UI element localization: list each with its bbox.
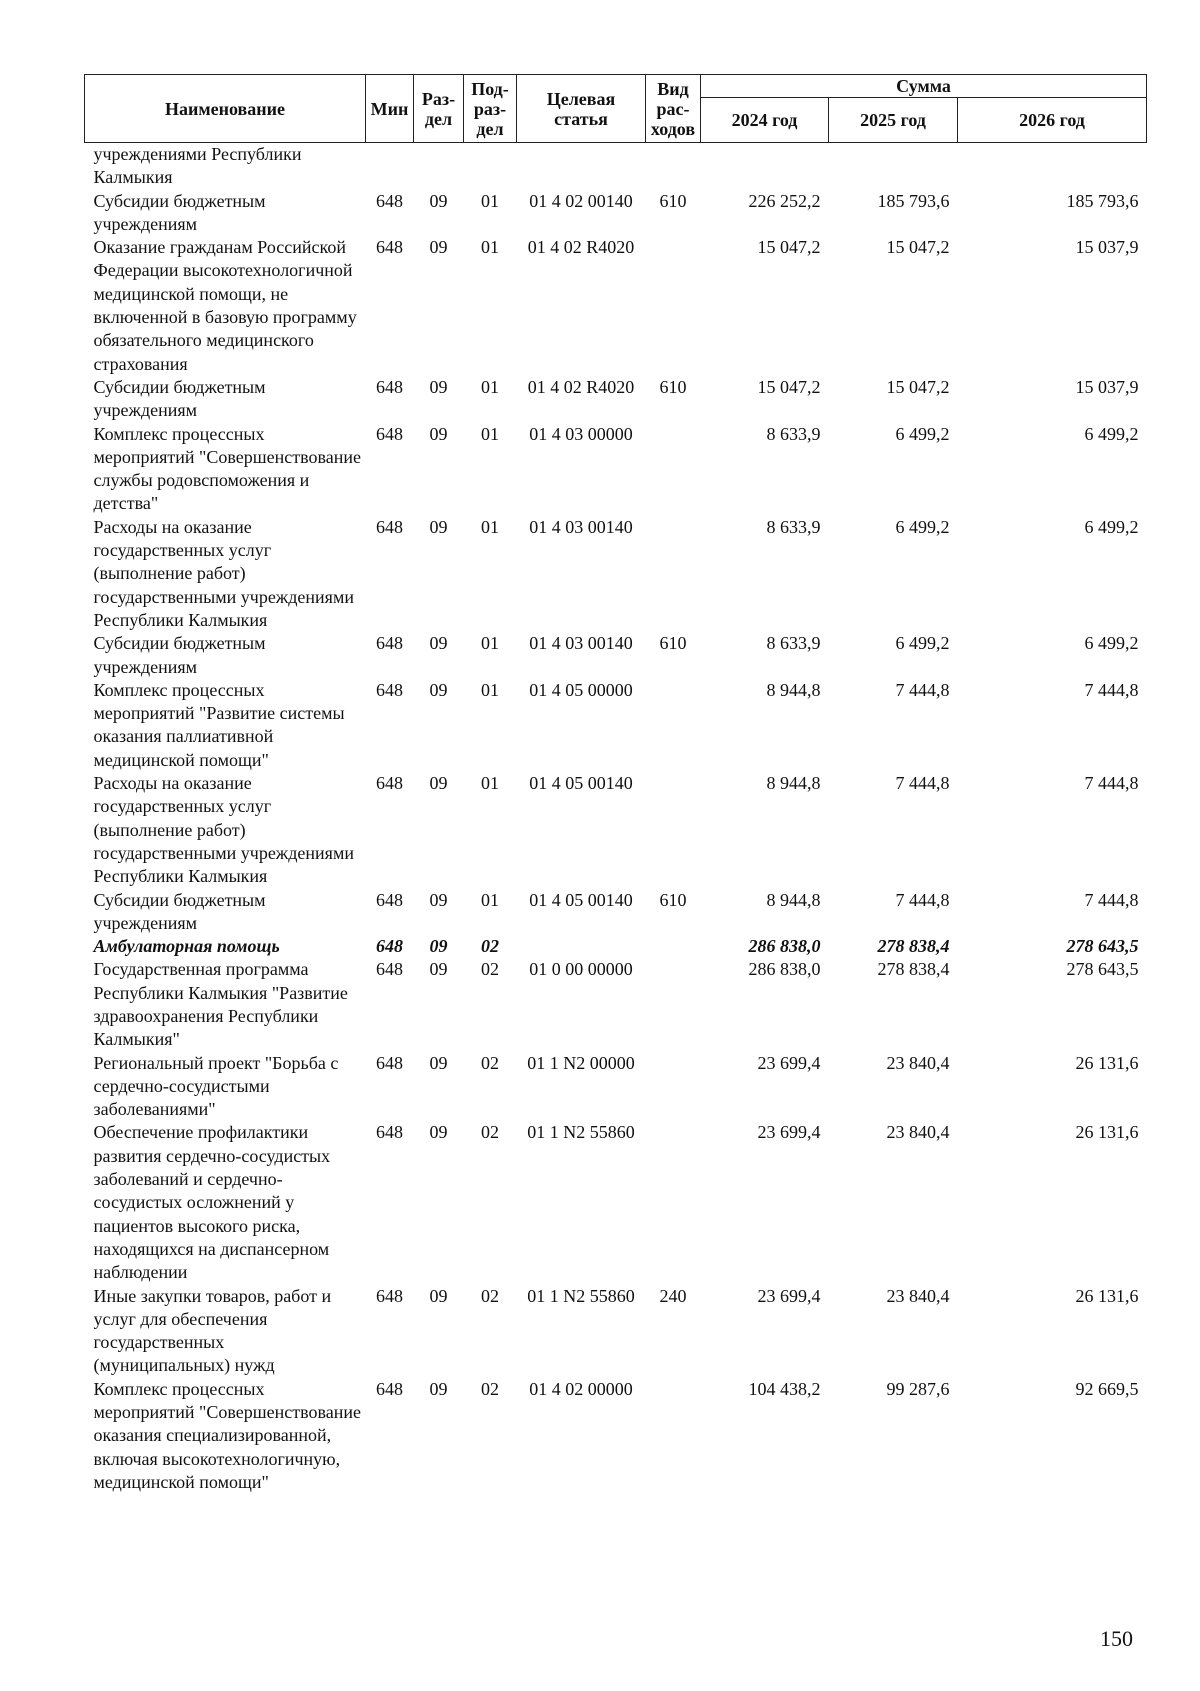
row-podrazdel: 02 [481, 1378, 499, 1399]
table-row [85, 190, 1147, 237]
row-target-article: 01 1 N2 55860 [527, 1285, 635, 1306]
row-sum-2026: 278 643,5 [1066, 936, 1139, 957]
table-row [85, 679, 1147, 772]
row-target-article: 01 1 N2 55860 [527, 1122, 635, 1143]
row-sum-2024: 226 252,2 [748, 190, 821, 211]
row-expense-type: 240 [659, 1285, 687, 1306]
row-target-article: 01 4 03 00000 [529, 423, 633, 444]
row-expense-type: 610 [659, 633, 687, 654]
table-row [85, 236, 1147, 376]
budget-table-sheet [84, 74, 1146, 1494]
row-razdel: 09 [429, 1378, 448, 1399]
table-row [85, 632, 1147, 679]
row-target-article: 01 4 02 R4020 [527, 376, 635, 397]
header-podrazdel: Под- раз- дел [464, 75, 517, 143]
table-row [85, 958, 1147, 1051]
row-podrazdel: 02 [481, 959, 499, 980]
row-name: Расходы на оказание государственных услуг (выполнение работ) государственными учреждениями Республики Калмыкия [93, 773, 354, 887]
row-name: Комплекс процессных мероприятий "Совершенствование службы родовспоможения и детства" [93, 423, 362, 514]
row-sum-2024: 8 944,8 [766, 773, 821, 794]
row-expense-type [646, 423, 701, 516]
row-sum-2026: 7 444,8 [1084, 679, 1139, 700]
row-sum-2026 [958, 143, 1147, 190]
table-row [85, 935, 1147, 958]
row-sum-2025: 278 838,4 [877, 936, 950, 957]
row-name: Региональный проект "Борьба с сердечно-сосудистыми заболеваниями" [93, 1052, 339, 1120]
row-podrazdel: 02 [481, 1285, 499, 1306]
row-target-article: 01 4 03 00140 [529, 633, 633, 654]
header-expense-type: Вид рас- ходов [646, 75, 701, 143]
row-min: 648 [376, 679, 403, 700]
row-expense-type [646, 1052, 701, 1122]
row-sum-2024: 23 699,4 [757, 1122, 821, 1143]
table-body [85, 143, 1147, 1495]
row-sum-2024: 8 633,9 [766, 633, 821, 654]
row-name: Субсидии бюджетным учреждениям [93, 889, 266, 933]
row-expense-type [646, 679, 701, 772]
row-sum-2025: 99 287,6 [886, 1378, 950, 1399]
row-target-article: 01 4 05 00000 [529, 679, 633, 700]
row-sum-2024: 286 838,0 [748, 936, 821, 957]
row-name: Обеспечение профилактики развития сердечно-сосудистых заболеваний и сердечно-сосудистых осложнений у пациентов высокого риска, находящихся на диспансерном наблюдении [93, 1122, 331, 1283]
row-podrazdel: 01 [481, 237, 499, 258]
row-min: 648 [376, 633, 403, 654]
row-min [366, 143, 414, 190]
row-podrazdel: 01 [481, 516, 499, 537]
row-razdel [414, 143, 464, 190]
row-name: Комплекс процессных мероприятий "Совершенствование оказания специализированной, включая высокотехнологичную, медицинской помощи" [93, 1378, 362, 1492]
row-min: 648 [376, 889, 403, 910]
header-sum: Сумма [701, 75, 1147, 98]
row-razdel: 09 [429, 959, 448, 980]
row-target-article: 01 4 02 R4020 [527, 237, 635, 258]
row-expense-type: 610 [659, 190, 687, 211]
header-min: Мин [366, 75, 414, 143]
row-razdel: 09 [429, 376, 448, 397]
row-razdel: 09 [429, 1285, 448, 1306]
row-sum-2026: 6 499,2 [1084, 633, 1139, 654]
row-min: 648 [376, 936, 403, 957]
row-expense-type [646, 935, 701, 958]
table-row [85, 889, 1147, 936]
header-target-article: Целевая статья [517, 75, 646, 143]
row-sum-2025: 278 838,4 [877, 959, 950, 980]
row-min: 648 [376, 1122, 403, 1143]
row-sum-2024: 8 633,9 [766, 423, 821, 444]
row-sum-2025: 7 444,8 [895, 889, 950, 910]
row-podrazdel: 01 [481, 679, 499, 700]
row-razdel: 09 [429, 190, 448, 211]
row-sum-2024: 23 699,4 [757, 1052, 821, 1073]
row-min: 648 [376, 959, 403, 980]
row-podrazdel: 01 [481, 633, 499, 654]
row-min: 648 [376, 423, 403, 444]
row-sum-2025: 23 840,4 [886, 1285, 950, 1306]
row-name: Комплекс процессных мероприятий "Развитие системы оказания паллиативной медицинской помощи" [93, 679, 345, 770]
row-sum-2025: 7 444,8 [895, 773, 950, 794]
row-min: 648 [376, 1285, 403, 1306]
row-target-article: 01 4 02 00140 [529, 190, 633, 211]
row-min: 648 [376, 1378, 403, 1399]
header-year-2026: 2026 год [958, 98, 1147, 143]
row-sum-2025: 185 793,6 [877, 190, 950, 211]
budget-table [84, 74, 1147, 1494]
row-sum-2026: 26 131,6 [1075, 1052, 1139, 1073]
row-sum-2024: 8 944,8 [766, 679, 821, 700]
row-razdel: 09 [429, 516, 448, 537]
row-name: Оказание гражданам Российской Федерации высокотехнологичной медицинской помощи, не включенной в базовую программу обязательного медицинского страхования [93, 237, 357, 374]
row-min: 648 [376, 1052, 403, 1073]
row-razdel: 09 [429, 773, 448, 794]
row-sum-2026: 15 037,9 [1075, 237, 1139, 258]
row-sum-2025: 15 047,2 [886, 376, 950, 397]
row-min: 648 [376, 516, 403, 537]
header-razdel: Раз- дел [414, 75, 464, 143]
row-expense-type: 610 [659, 376, 687, 397]
row-sum-2026: 7 444,8 [1084, 889, 1139, 910]
row-name: Субсидии бюджетным учреждениям [93, 633, 266, 677]
row-min: 648 [376, 237, 403, 258]
row-name: Государственная программа Республики Калмыкия "Развитие здравоохранения Республики Калмыкия" [93, 959, 348, 1050]
row-sum-2026: 7 444,8 [1084, 773, 1139, 794]
row-podrazdel: 01 [481, 889, 499, 910]
row-razdel: 09 [429, 237, 448, 258]
header-name: Наименование [85, 75, 366, 143]
table-row [85, 1378, 1147, 1494]
row-expense-type: 610 [659, 889, 687, 910]
row-podrazdel: 01 [481, 190, 499, 211]
row-expense-type [646, 143, 701, 190]
row-sum-2024: 8 944,8 [766, 889, 821, 910]
table-header [85, 75, 1147, 143]
row-target-article: 01 1 N2 00000 [527, 1052, 635, 1073]
row-podrazdel: 01 [481, 773, 499, 794]
row-podrazdel: 02 [481, 936, 499, 957]
row-min: 648 [376, 773, 403, 794]
row-sum-2026: 26 131,6 [1075, 1122, 1139, 1143]
row-podrazdel: 02 [481, 1122, 499, 1143]
row-name: Субсидии бюджетным учреждениям [93, 190, 266, 234]
row-podrazdel: 02 [481, 1052, 499, 1073]
row-target-article [517, 143, 646, 190]
row-razdel: 09 [429, 423, 448, 444]
row-target-article: 01 4 03 00140 [529, 516, 633, 537]
table-row [85, 1121, 1147, 1284]
row-sum-2024: 8 633,9 [766, 516, 821, 537]
table-row [85, 1052, 1147, 1122]
row-sum-2025: 6 499,2 [895, 516, 950, 537]
row-sum-2024 [701, 143, 829, 190]
row-target-article: 01 0 00 00000 [529, 959, 633, 980]
row-razdel: 09 [429, 1052, 448, 1073]
table-row [85, 516, 1147, 632]
row-sum-2024: 23 699,4 [757, 1285, 821, 1306]
row-min: 648 [376, 190, 403, 211]
row-sum-2025: 6 499,2 [895, 423, 950, 444]
row-sum-2026: 6 499,2 [1084, 423, 1139, 444]
row-sum-2026: 278 643,5 [1066, 959, 1139, 980]
row-podrazdel: 01 [481, 423, 499, 444]
row-sum-2026: 6 499,2 [1084, 516, 1139, 537]
row-name: учреждениями Республики Калмыкия [93, 144, 302, 188]
row-sum-2025: 7 444,8 [895, 679, 950, 700]
row-sum-2024: 15 047,2 [757, 237, 821, 258]
table-row [85, 143, 1147, 190]
row-expense-type [646, 516, 701, 632]
row-name: Амбулаторная помощь [93, 936, 280, 957]
row-sum-2026: 26 131,6 [1075, 1285, 1139, 1306]
row-podrazdel [464, 143, 517, 190]
row-min: 648 [376, 376, 403, 397]
row-target-article: 01 4 02 00000 [529, 1378, 633, 1399]
table-row [85, 772, 1147, 888]
row-razdel: 09 [429, 679, 448, 700]
row-razdel: 09 [429, 889, 448, 910]
row-name: Расходы на оказание государственных услуг (выполнение работ) государственными учреждениями Республики Калмыкия [93, 516, 354, 630]
row-expense-type [646, 772, 701, 888]
row-sum-2024: 104 438,2 [748, 1378, 821, 1399]
row-name: Иные закупки товаров, работ и услуг для обеспечения государственных (муниципальных) нужд [93, 1285, 332, 1376]
row-sum-2025 [829, 143, 958, 190]
row-expense-type [646, 958, 701, 1051]
row-podrazdel: 01 [481, 376, 499, 397]
row-expense-type [646, 1121, 701, 1284]
row-sum-2025: 23 840,4 [886, 1122, 950, 1143]
row-sum-2025: 23 840,4 [886, 1052, 950, 1073]
row-target-article: 01 4 05 00140 [529, 773, 633, 794]
table-row [85, 1285, 1147, 1378]
row-target-article [517, 935, 646, 958]
row-sum-2026: 92 669,5 [1075, 1378, 1139, 1399]
row-sum-2026: 15 037,9 [1075, 376, 1139, 397]
row-expense-type [646, 1378, 701, 1494]
page-number: 150 [1100, 1626, 1133, 1651]
row-target-article: 01 4 05 00140 [529, 889, 633, 910]
row-name: Субсидии бюджетным учреждениям [93, 376, 266, 421]
row-razdel: 09 [429, 1122, 448, 1143]
row-razdel: 09 [429, 936, 448, 957]
row-sum-2025: 6 499,2 [895, 633, 950, 654]
row-sum-2024: 286 838,0 [748, 959, 821, 980]
table-row [85, 423, 1147, 516]
table-row [85, 376, 1147, 423]
row-razdel: 09 [429, 633, 448, 654]
row-sum-2024: 15 047,2 [757, 376, 821, 397]
header-year-2025: 2025 год [829, 98, 958, 143]
row-expense-type [646, 236, 701, 376]
row-sum-2025: 15 047,2 [886, 237, 950, 258]
row-sum-2026: 185 793,6 [1066, 190, 1139, 211]
header-year-2024: 2024 год [701, 98, 829, 143]
